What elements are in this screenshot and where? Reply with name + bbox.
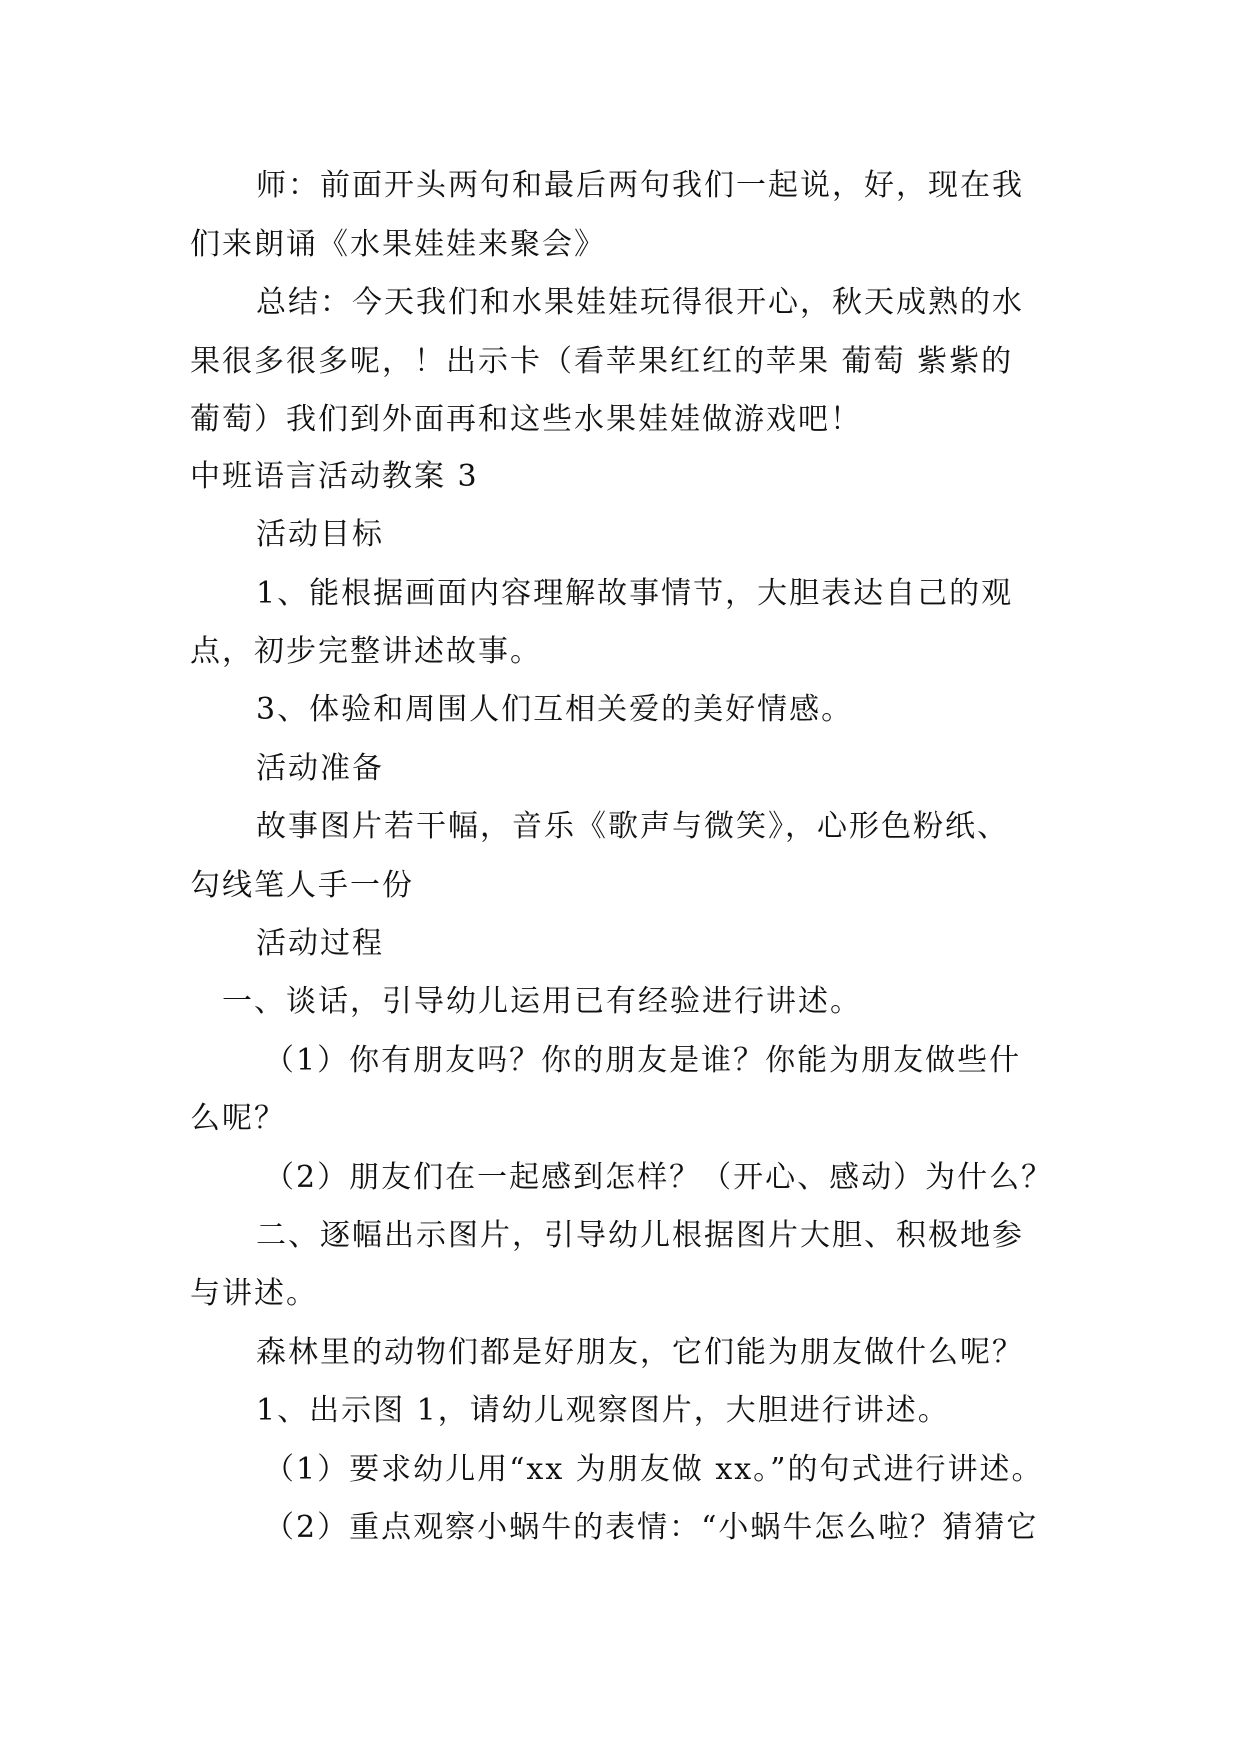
text-line: 故事图片若干幅，音乐《歌声与微笑》，心形色粉纸、	[256, 809, 1009, 844]
text-line: 3、体验和周围人们互相关爱的美好情感。	[256, 692, 854, 727]
text-line: （2）朋友们在一起感到怎样？（开心、感动）为什么？	[264, 1160, 1054, 1195]
text-line: 森林里的动物们都是好朋友，它们能为朋友做什么呢？	[256, 1335, 1024, 1370]
text-line: 1、能根据画面内容理解故事情节，大胆表达自己的观	[256, 576, 1014, 611]
text-line: 与讲述。	[190, 1276, 318, 1311]
text-line: 一、谈话，引导幼儿运用已有经验进行讲述。	[222, 984, 862, 1019]
text-line: 1、出示图 1，请幼儿观察图片，大胆进行讲述。	[256, 1393, 950, 1428]
subheading-process: 活动过程	[256, 926, 384, 961]
text-line: 葡萄）我们到外面再和这些水果娃娃做游戏吧！	[190, 402, 862, 437]
text-line: （1）要求幼儿用“xx 为朋友做 xx。”的句式进行讲述。	[264, 1452, 1044, 1487]
text-line: 二、逐幅出示图片，引导幼儿根据图片大胆、积极地参	[256, 1218, 1024, 1253]
section-heading: 中班语言活动教案 3	[190, 459, 479, 494]
text-line: （2）重点观察小蜗牛的表情：“小蜗牛怎么啦？猜猜它	[264, 1510, 1039, 1545]
text-line: 果很多很多呢，！出示卡（看苹果红红的苹果 葡萄 紫紫的	[190, 344, 1014, 379]
subheading-goals: 活动目标	[256, 517, 384, 552]
text-line: 么呢？	[190, 1101, 286, 1136]
text-line: 勾线笔人手一份	[190, 868, 414, 903]
text-line: （1）你有朋友吗？你的朋友是谁？你能为朋友做些什	[264, 1043, 1022, 1078]
text-line: 们来朗诵《水果娃娃来聚会》	[190, 227, 606, 262]
subheading-preparation: 活动准备	[256, 751, 384, 786]
text-line: 总结：今天我们和水果娃娃玩得很开心，秋天成熟的水	[256, 285, 1024, 320]
text-line: 点，初步完整讲述故事。	[190, 634, 542, 669]
text-line: 师：前面开头两句和最后两句我们一起说，好，现在我	[256, 168, 1024, 203]
